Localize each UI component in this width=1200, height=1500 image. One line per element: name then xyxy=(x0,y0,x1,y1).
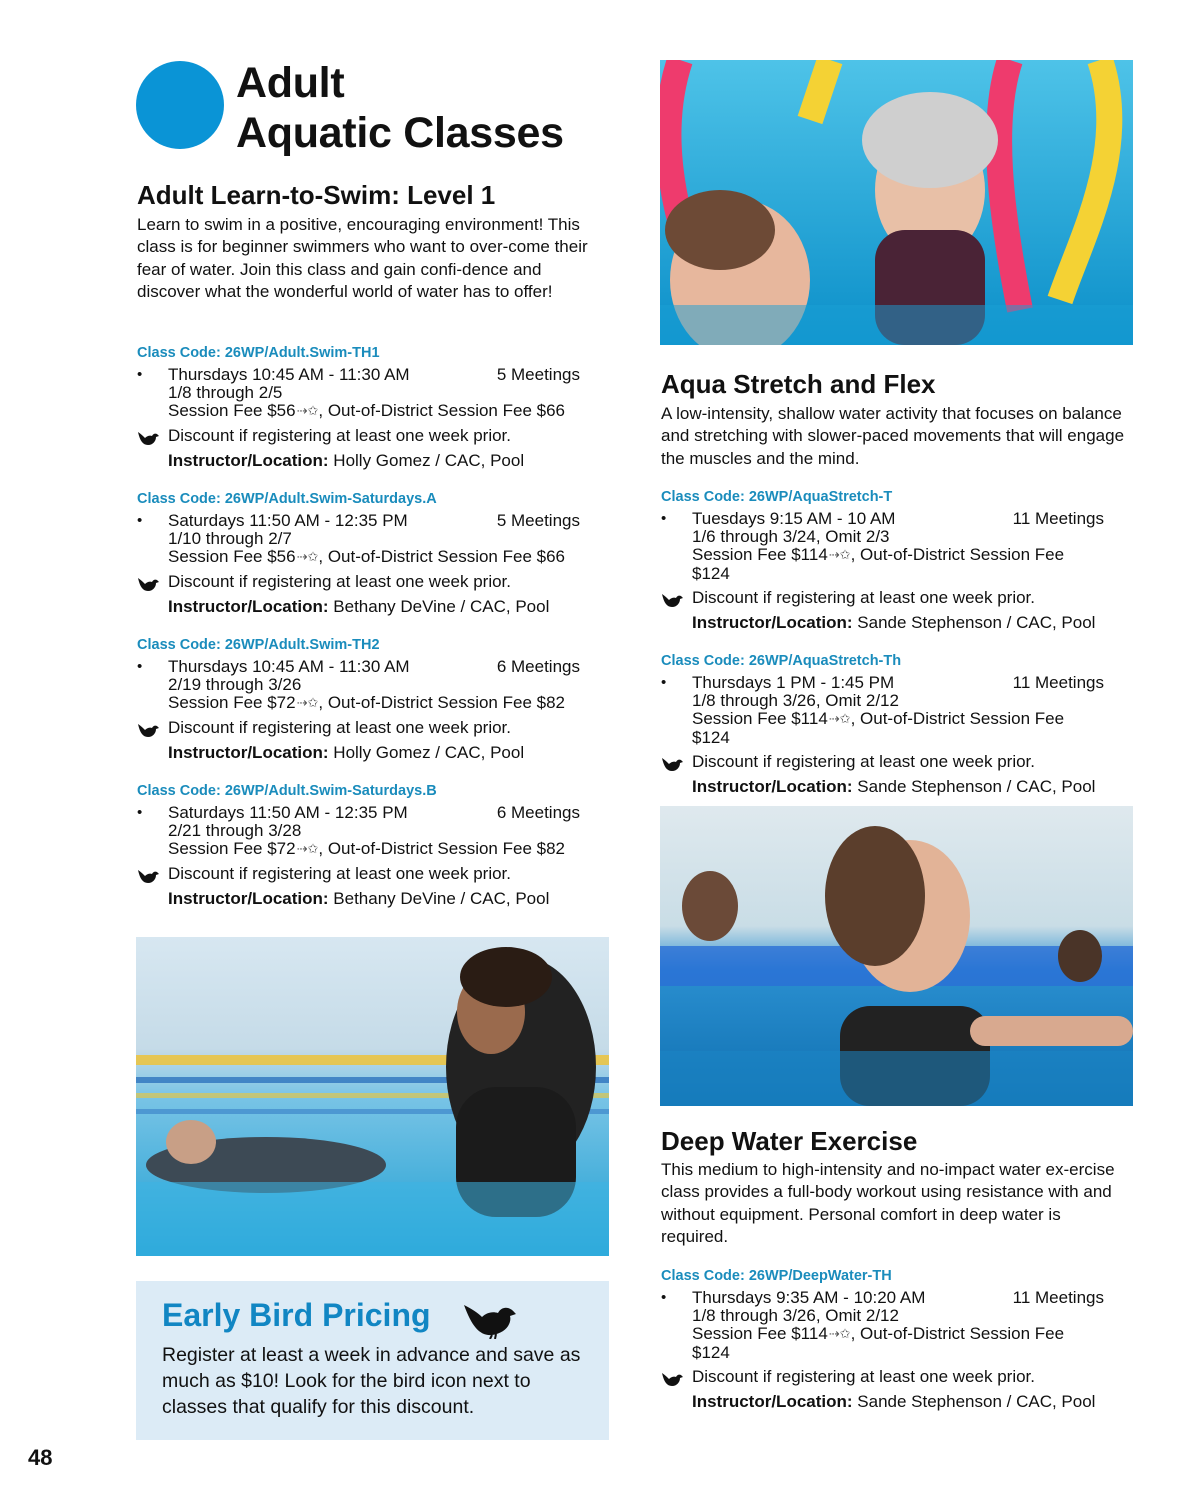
class-block xyxy=(137,782,582,910)
class-dates: 2/19 through 3/26 xyxy=(168,675,302,694)
swim-lesson-photo xyxy=(136,937,609,1256)
bird-icon xyxy=(661,756,683,777)
class-schedule-row xyxy=(661,674,1106,692)
class-dates: 1/6 through 3/24, Omit 2/3 xyxy=(692,527,890,546)
class-fees xyxy=(137,548,582,567)
class-code: Class Code: 26WP/AquaStretch-T xyxy=(661,489,893,505)
instructor-location: Holly Gomez / CAC, Pool xyxy=(328,451,525,470)
early-bird-text: Register at least a week in advance and save as much as $10! Look for the bird icon next to classes that qualify for this discount. xyxy=(162,1344,581,1418)
star-arrow-icon: ⇢✩ xyxy=(828,711,851,726)
class-meetings: 5 Meetings xyxy=(496,365,580,384)
deep-water-description: This medium to high-intensity and no-impact water ex-ercise class provides a full-body workout using resistance with and without equipment. Personal comfort in deep water is required. xyxy=(661,1160,1115,1246)
instructor-location: Bethany DeVine / CAC, Pool xyxy=(328,597,550,616)
out-of-district-fee: , Out-of-District Session Fee $82 xyxy=(318,693,565,712)
out-of-district-fee: , Out-of-District Session Fee $124 xyxy=(692,545,1065,583)
instructor-location: Holly Gomez / CAC, Pool xyxy=(328,743,525,762)
instructor-label: Instructor/Location: xyxy=(692,1392,853,1411)
class-fees xyxy=(137,840,582,859)
early-bird-title: Early Bird Pricing xyxy=(162,1297,431,1333)
star-arrow-icon: ⇢✩ xyxy=(296,403,319,418)
class-schedule: Thursdays 9:35 AM - 10:20 AM xyxy=(692,1288,926,1307)
out-of-district-fee: , Out-of-District Session Fee $66 xyxy=(318,547,565,566)
deep-water-classes xyxy=(661,1267,1106,1413)
bullet-icon: • xyxy=(661,1289,667,1306)
learn-to-swim-title: Adult Learn-to-Swim: Level 1 xyxy=(137,180,496,210)
aqua-stretch-description: A low-intensity, shallow water activity that focuses on balance and stretching with slower-paced movements that will engage the muscles and the mind. xyxy=(661,404,1125,468)
class-meetings: 11 Meetings xyxy=(1012,1288,1104,1307)
session-fee: Session Fee $72 xyxy=(168,839,296,858)
class-dates: 2/21 through 3/28 xyxy=(168,821,302,840)
bird-icon xyxy=(661,592,683,613)
bullet-icon: • xyxy=(137,804,143,821)
instructor-label: Instructor/Location: xyxy=(168,743,329,762)
class-fees xyxy=(137,402,582,421)
class-fees xyxy=(661,546,1106,583)
session-fee: Session Fee $114 xyxy=(692,1324,828,1343)
class-meetings: 5 Meetings xyxy=(496,511,580,530)
aqua-noodles-photo xyxy=(660,60,1133,345)
learn-to-swim-description: Learn to swim in a positive, encouraging environment! This class is for beginner swimmers who want to over-come their fear of water. Join this class and gain confi-dence and discover what the wonderful world of water has to offer! xyxy=(137,215,588,301)
section-dot-icon xyxy=(136,61,224,149)
page-number: 48 xyxy=(28,1445,53,1470)
class-dates: 1/8 through 3/26, Omit 2/12 xyxy=(692,1306,899,1325)
class-block xyxy=(137,636,582,764)
discount-text: Discount if registering at least one week prior. xyxy=(168,572,512,591)
early-bird-icon xyxy=(462,1299,518,1344)
bullet-icon: • xyxy=(137,658,143,675)
class-code: Class Code: 26WP/Adult.Swim-TH1 xyxy=(137,345,380,361)
instructor-label: Instructor/Location: xyxy=(168,889,329,908)
class-schedule: Thursdays 10:45 AM - 11:30 AM xyxy=(168,657,410,676)
class-schedule-row xyxy=(661,1289,1106,1307)
discount-row xyxy=(661,588,1106,608)
instructor-row xyxy=(661,1391,1106,1413)
instructor-row xyxy=(137,450,582,472)
instructor-label: Instructor/Location: xyxy=(168,451,329,470)
instructor-row xyxy=(661,776,1106,798)
class-meetings: 11 Meetings xyxy=(1012,509,1104,528)
instructor-label: Instructor/Location: xyxy=(692,613,853,632)
instructor-row xyxy=(661,612,1106,634)
discount-row xyxy=(661,1367,1106,1387)
bird-icon xyxy=(137,430,159,451)
learn-to-swim-classes xyxy=(137,344,582,910)
out-of-district-fee: , Out-of-District Session Fee $124 xyxy=(692,1324,1065,1362)
class-code: Class Code: 26WP/Adult.Swim-Saturdays.A xyxy=(137,491,437,507)
star-arrow-icon: ⇢✩ xyxy=(296,695,319,710)
class-schedule-row xyxy=(137,804,582,822)
class-meetings: 6 Meetings xyxy=(496,803,580,822)
session-fee: Session Fee $114 xyxy=(692,709,828,728)
class-code: Class Code: 26WP/Adult.Swim-Saturdays.B xyxy=(137,783,437,799)
class-block xyxy=(661,652,1106,798)
class-fees xyxy=(137,694,582,713)
deep-water-photo xyxy=(660,806,1133,1106)
class-schedule-row xyxy=(137,658,582,676)
class-dates: 1/10 through 2/7 xyxy=(168,529,292,548)
star-arrow-icon: ⇢✩ xyxy=(296,841,319,856)
class-schedule: Tuesdays 9:15 AM - 10 AM xyxy=(692,509,896,528)
class-schedule-row xyxy=(137,366,582,384)
discount-text: Discount if registering at least one week prior. xyxy=(168,864,512,883)
early-bird-box xyxy=(136,1281,609,1440)
out-of-district-fee: , Out-of-District Session Fee $66 xyxy=(318,401,565,420)
discount-text: Discount if registering at least one week prior. xyxy=(692,752,1036,771)
class-schedule: Saturdays 11:50 AM - 12:35 PM xyxy=(168,803,408,822)
session-fee: Session Fee $56 xyxy=(168,547,296,566)
session-fee: Session Fee $56 xyxy=(168,401,296,420)
bullet-icon: • xyxy=(137,512,143,529)
class-dates: 1/8 through 2/5 xyxy=(168,383,283,402)
class-schedule-row xyxy=(661,510,1106,528)
instructor-label: Instructor/Location: xyxy=(168,597,329,616)
page-title-line1: Adult xyxy=(236,59,345,107)
bird-icon xyxy=(137,576,159,597)
class-fees xyxy=(661,1325,1106,1362)
class-block xyxy=(137,344,582,472)
class-schedule-row xyxy=(137,512,582,530)
deep-water-title: Deep Water Exercise xyxy=(661,1126,918,1156)
class-dates: 1/8 through 3/26, Omit 2/12 xyxy=(692,691,899,710)
discount-text: Discount if registering at least one week prior. xyxy=(168,718,512,737)
class-code: Class Code: 26WP/DeepWater-TH xyxy=(661,1268,892,1284)
bird-icon xyxy=(137,722,159,743)
class-meetings: 11 Meetings xyxy=(1012,673,1104,692)
discount-text: Discount if registering at least one week prior. xyxy=(692,1367,1036,1386)
instructor-row xyxy=(137,596,582,618)
instructor-row xyxy=(137,888,582,910)
class-schedule: Thursdays 10:45 AM - 11:30 AM xyxy=(168,365,410,384)
instructor-location: Sande Stephenson / CAC, Pool xyxy=(852,613,1096,632)
session-fee: Session Fee $72 xyxy=(168,693,296,712)
instructor-location: Bethany DeVine / CAC, Pool xyxy=(328,889,550,908)
discount-row xyxy=(137,572,582,592)
discount-text: Discount if registering at least one week prior. xyxy=(168,426,512,445)
class-block xyxy=(661,1267,1106,1413)
page-title xyxy=(236,58,564,158)
instructor-label: Instructor/Location: xyxy=(692,777,853,796)
star-arrow-icon: ⇢✩ xyxy=(828,1326,851,1341)
class-fees xyxy=(661,710,1106,747)
bullet-icon: • xyxy=(661,674,667,691)
class-block xyxy=(137,490,582,618)
aqua-stretch-title: Aqua Stretch and Flex xyxy=(661,369,936,399)
instructor-location: Sande Stephenson / CAC, Pool xyxy=(852,1392,1096,1411)
discount-row xyxy=(661,752,1106,772)
out-of-district-fee: , Out-of-District Session Fee $124 xyxy=(692,709,1065,747)
class-block xyxy=(661,488,1106,634)
class-meetings: 6 Meetings xyxy=(496,657,580,676)
class-code: Class Code: 26WP/Adult.Swim-TH2 xyxy=(137,637,380,653)
instructor-row xyxy=(137,742,582,764)
bullet-icon: • xyxy=(137,366,143,383)
class-code: Class Code: 26WP/AquaStretch-Th xyxy=(661,653,902,669)
aqua-stretch-classes xyxy=(661,488,1106,798)
class-schedule: Saturdays 11:50 AM - 12:35 PM xyxy=(168,511,408,530)
session-fee: Session Fee $114 xyxy=(692,545,828,564)
page-title-line2: Aquatic Classes xyxy=(236,109,564,157)
out-of-district-fee: , Out-of-District Session Fee $82 xyxy=(318,839,565,858)
star-arrow-icon: ⇢✩ xyxy=(296,549,319,564)
class-schedule: Thursdays 1 PM - 1:45 PM xyxy=(692,673,895,692)
bullet-icon: • xyxy=(661,510,667,527)
bird-icon xyxy=(137,868,159,889)
discount-row xyxy=(137,426,582,446)
discount-row xyxy=(137,718,582,738)
discount-text: Discount if registering at least one week prior. xyxy=(692,588,1036,607)
discount-row xyxy=(137,864,582,884)
bird-icon xyxy=(661,1371,683,1392)
instructor-location: Sande Stephenson / CAC, Pool xyxy=(852,777,1096,796)
star-arrow-icon: ⇢✩ xyxy=(828,547,851,562)
